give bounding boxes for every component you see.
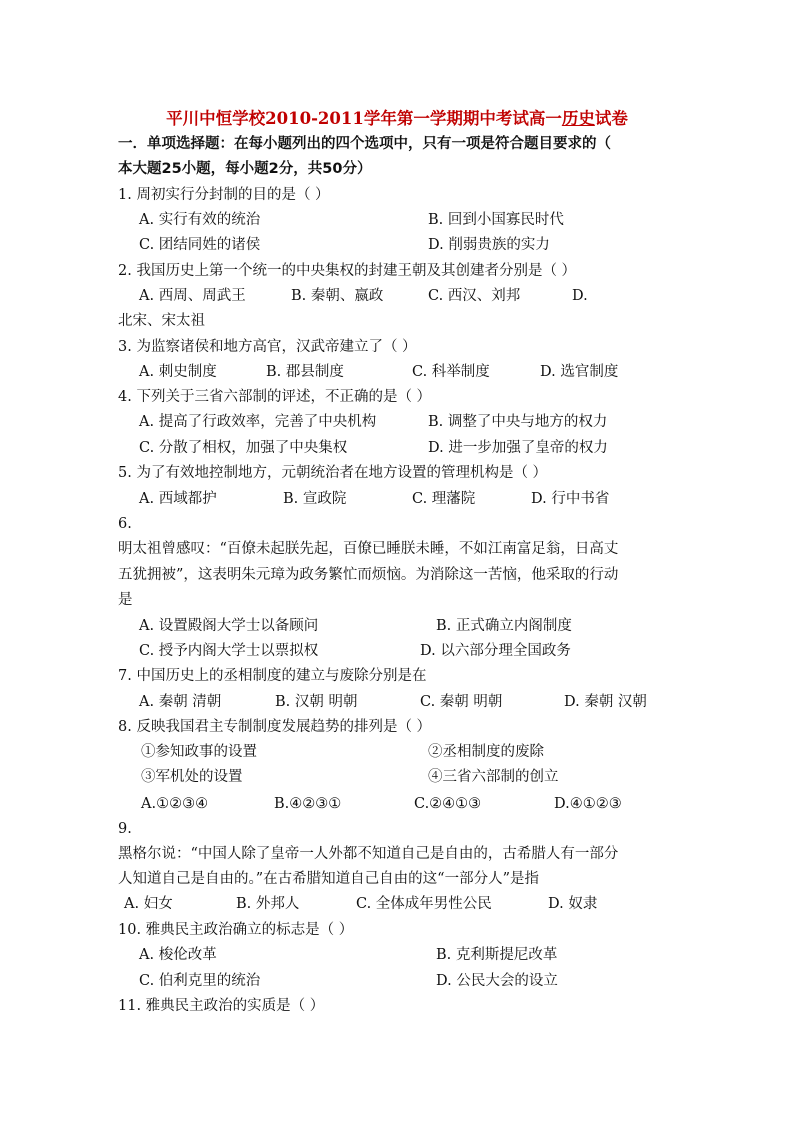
question-2-option-d-cont: 北宋、宋太祖 xyxy=(118,313,205,329)
question-7-option-b: B. 汉朝 明朝 xyxy=(275,694,358,710)
question-8-stem: 8. 反映我国君主专制制度发展趋势的排列是（ ） xyxy=(118,719,432,735)
question-3-option-a: A. 刺史制度 xyxy=(139,364,217,380)
question-8-item-3: ③军机处的设置 xyxy=(141,769,243,785)
question-3-option-d: D. 选官制度 xyxy=(540,364,619,380)
question-2-option-d: D. xyxy=(572,288,588,304)
question-2-option-b: B. 秦朝、嬴政 xyxy=(291,288,384,304)
question-9-number: 9. xyxy=(118,821,132,837)
question-7-option-d: D. 秦朝 汉朝 xyxy=(564,694,647,710)
question-11-stem: 11. 雅典民主政治的实质是（ ） xyxy=(118,998,325,1014)
question-10-stem: 10. 雅典民主政治确立的标志是（ ） xyxy=(118,922,354,938)
question-3-option-c: C. 科举制度 xyxy=(412,364,490,380)
question-8-item-2: ②丞相制度的废除 xyxy=(428,744,544,760)
question-4-stem: 4. 下列关于三省六部制的评述，不正确的是（ ） xyxy=(118,389,432,405)
question-6-option-c: C. 授予内阁大学士以票拟权 xyxy=(139,643,319,659)
question-1-stem: 1. 周初实行分封制的目的是（ ） xyxy=(118,187,330,203)
question-9-option-b: B. 外邦人 xyxy=(236,896,300,912)
question-9-option-d: D. 奴隶 xyxy=(548,896,598,912)
title-prefix: 平川中恒学校2010-2011学年第一学期期中考试高一 xyxy=(166,109,562,128)
question-8-option-c: C.②④①③ xyxy=(414,796,482,812)
question-4-option-a: A. 提高了行政效率，完善了中央机构 xyxy=(139,414,377,430)
question-8-option-a: A.①②③④ xyxy=(141,796,209,812)
question-6-option-d: D. 以六部分理全国政务 xyxy=(420,643,571,659)
question-10-option-d: D. 公民大会的设立 xyxy=(436,973,558,989)
question-2-option-c: C. 西汉、刘邦 xyxy=(428,288,521,304)
question-7-option-a: A. 秦朝 清朝 xyxy=(139,694,222,710)
question-8-item-1: ①参知政事的设置 xyxy=(141,744,257,760)
question-7-option-c: C. 秦朝 明朝 xyxy=(420,694,503,710)
question-9-option-c: C. 全体成年男性公民 xyxy=(356,896,492,912)
question-6-stem-cont: 五犹拥被”，这表明朱元璋为政务繁忙而烦恼。为消除这一苦恼，他采取的行动 xyxy=(118,567,619,583)
question-8-option-b: B.④②③① xyxy=(274,796,342,812)
question-5-stem: 5. 为了有效地控制地方，元朝统治者在地方设置的管理机构是（ ） xyxy=(118,465,548,481)
question-4-option-c: C. 分散了相权，加强了中央集权 xyxy=(139,440,348,456)
question-6-number: 6. xyxy=(118,516,132,532)
question-6-option-b: B. 正式确立内阁制度 xyxy=(436,618,572,634)
question-3-option-b: B. 郡县制度 xyxy=(266,364,344,380)
question-5-option-b: B. 宣政院 xyxy=(283,491,347,507)
title-suffix: 试卷 xyxy=(594,109,628,128)
question-5-option-d: D. 行中书省 xyxy=(531,491,610,507)
question-10-option-a: A. 梭伦改革 xyxy=(139,947,217,963)
question-10-option-b: B. 克利斯提尼改革 xyxy=(436,947,558,963)
question-4-option-b: B. 调整了中央与地方的权力 xyxy=(428,414,608,430)
page-title xyxy=(0,105,794,129)
question-6-option-a: A. 设置殿阁大学士以备顾问 xyxy=(139,618,319,634)
question-8-item-4: ④三省六部制的创立 xyxy=(428,769,559,785)
section-heading: 一．单项选择题：在每小题列出的四个选项中，只有一项是符合题目要求的（ xyxy=(118,136,611,152)
question-1-option-c: C. 团结同姓的诸侯 xyxy=(139,237,261,253)
question-3-stem: 3. 为监察诸侯和地方高官，汉武帝建立了（ ） xyxy=(118,339,417,355)
question-1-option-d: D. 削弱贵族的实力 xyxy=(428,237,550,253)
question-9-option-a: A. 妇女 xyxy=(124,896,173,912)
question-8-option-d: D.④①②③ xyxy=(554,796,622,812)
section-heading-cont: 本大题25小题，每小题2分，共50分） xyxy=(118,161,372,177)
question-7-stem: 7. 中国历史上的丞相制度的建立与废除分别是在 xyxy=(118,668,427,684)
question-9-stem-cont: 人知道自己是自由的。”在古希腊知道自己自由的这“一部分人”是指 xyxy=(118,871,539,887)
question-1-option-a: A. 实行有效的统治 xyxy=(139,212,261,228)
question-4-option-d: D. 进一步加强了皇帝的权力 xyxy=(428,440,608,456)
title-subject: 历史 xyxy=(561,109,595,128)
question-2-option-a: A. 西周、周武王 xyxy=(139,288,246,304)
question-5-option-a: A. 西域都护 xyxy=(139,491,217,507)
question-6-stem: 明太祖曾感叹：“百僚未起朕先起，百僚已睡朕未睡，不如江南富足翁，日高丈 xyxy=(118,541,619,557)
question-9-stem: 黑格尔说：“中国人除了皇帝一人外都不知道自己是自由的，古希腊人有一部分 xyxy=(118,846,619,862)
question-6-stem-end: 是 xyxy=(118,592,133,608)
question-2-stem: 2. 我国历史上第一个统一的中央集权的封建王朝及其创建者分别是（ ） xyxy=(118,263,577,279)
question-10-option-c: C. 伯利克里的统治 xyxy=(139,973,261,989)
question-1-option-b: B. 回到小国寡民时代 xyxy=(428,212,564,228)
question-5-option-c: C. 理藩院 xyxy=(412,491,476,507)
